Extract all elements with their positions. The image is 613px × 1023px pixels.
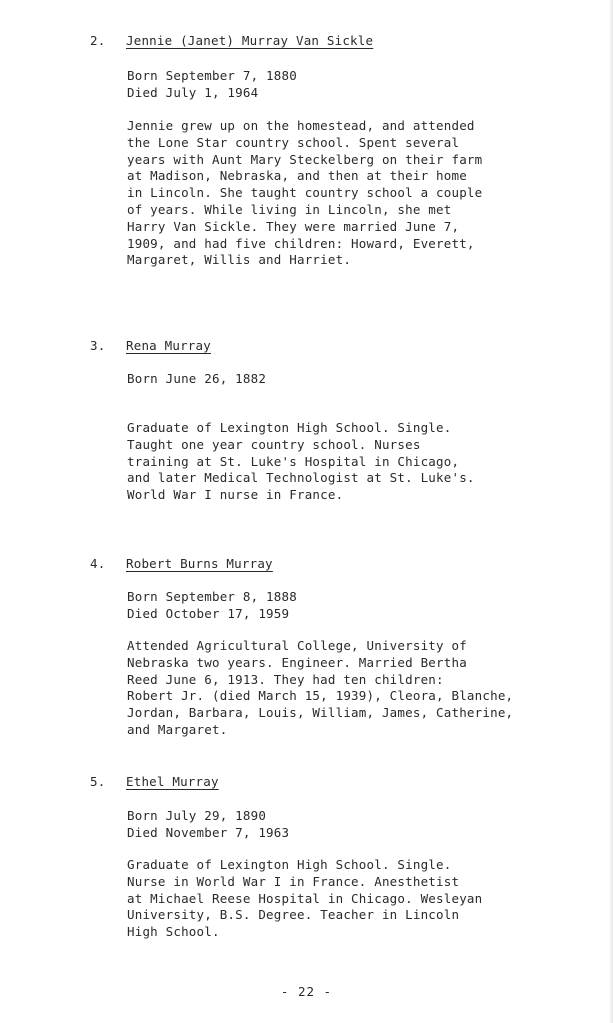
bio-line: 1909, and had five children: Howard, Everett, (127, 235, 475, 251)
entry-dates (127, 807, 289, 841)
born-date: Born September 8, 1888 (127, 589, 297, 604)
bio-line: Margaret, Willis and Harriet. (127, 252, 352, 268)
entry-dates (127, 588, 297, 622)
bio-line: in Lincoln. She taught country school a couple (127, 185, 483, 201)
bio-line: World War I nurse in France. (127, 487, 344, 503)
entry-name: Rena Murray (126, 338, 211, 353)
born-date: Born September 7, 1880 (127, 68, 297, 83)
entry-number: 5. (90, 774, 106, 789)
bio-line: Graduate of Lexington High School. Single. (127, 857, 452, 872)
entry-biography (127, 420, 475, 504)
bio-line: Robert Jr. (died March 15, 1939), Cleora, Blanche, (127, 688, 514, 704)
bio-line: Nebraska two years. Engineer. Married Bertha (127, 654, 467, 670)
bio-line: High School. (127, 924, 220, 940)
bio-line: Harry Van Sickle. They were married June 7, (127, 218, 460, 234)
bio-line: Attended Agricultural College, University of (127, 638, 467, 653)
born-date: Born June 26, 1882 (127, 371, 267, 386)
entry-biography (127, 638, 513, 739)
entry-biography (127, 857, 482, 941)
bio-line: Jennie grew up on the homestead, and attended (127, 118, 475, 133)
entry-name: Robert Burns Murray (126, 556, 273, 571)
entry-number: 2. (90, 33, 106, 48)
page-edge-shadow (609, 0, 613, 1023)
bio-line: Graduate of Lexington High School. Single. (127, 420, 452, 435)
bio-line: and Margaret. (127, 721, 228, 737)
entry-dates (127, 370, 266, 387)
page-number: - 22 - (280, 984, 333, 999)
bio-line: at Madison, Nebraska, and then at their home (127, 168, 467, 184)
entry-name: Jennie (Janet) Murray Van Sickle (126, 33, 374, 48)
bio-line: of years. While living in Lincoln, she met (127, 201, 452, 217)
bio-line: Reed June 6, 1913. They had ten children: (127, 671, 444, 687)
bio-line: Taught one year country school. Nurses (127, 436, 421, 452)
bio-line: Jordan, Barbara, Louis, William, James, Catherine, (127, 705, 514, 721)
bio-line: and later Medical Technologist at St. Luke's. (127, 470, 475, 486)
entry-number: 3. (90, 338, 106, 353)
died-date: Died October 17, 1959 (127, 606, 290, 621)
bio-line: University, B.S. Degree. Teacher in Lincoln (127, 907, 460, 923)
entry-name: Ethel Murray (126, 774, 219, 789)
bio-line: the Lone Star country school. Spent several (127, 134, 460, 150)
bio-line: at Michael Reese Hospital in Chicago. Wesleyan (127, 890, 483, 906)
entry-biography (127, 118, 482, 269)
born-date: Born July 29, 1890 (127, 808, 267, 823)
bio-line: Nurse in World War I in France. Anesthetist (127, 873, 460, 889)
died-date: Died July 1, 1964 (127, 85, 259, 100)
died-date: Died November 7, 1963 (127, 825, 290, 840)
entry-dates (127, 67, 297, 101)
bio-line: years with Aunt Mary Steckelberg on their farm (127, 151, 483, 167)
bio-line: training at St. Luke's Hospital in Chicago, (127, 453, 460, 469)
entry-number: 4. (90, 556, 106, 571)
